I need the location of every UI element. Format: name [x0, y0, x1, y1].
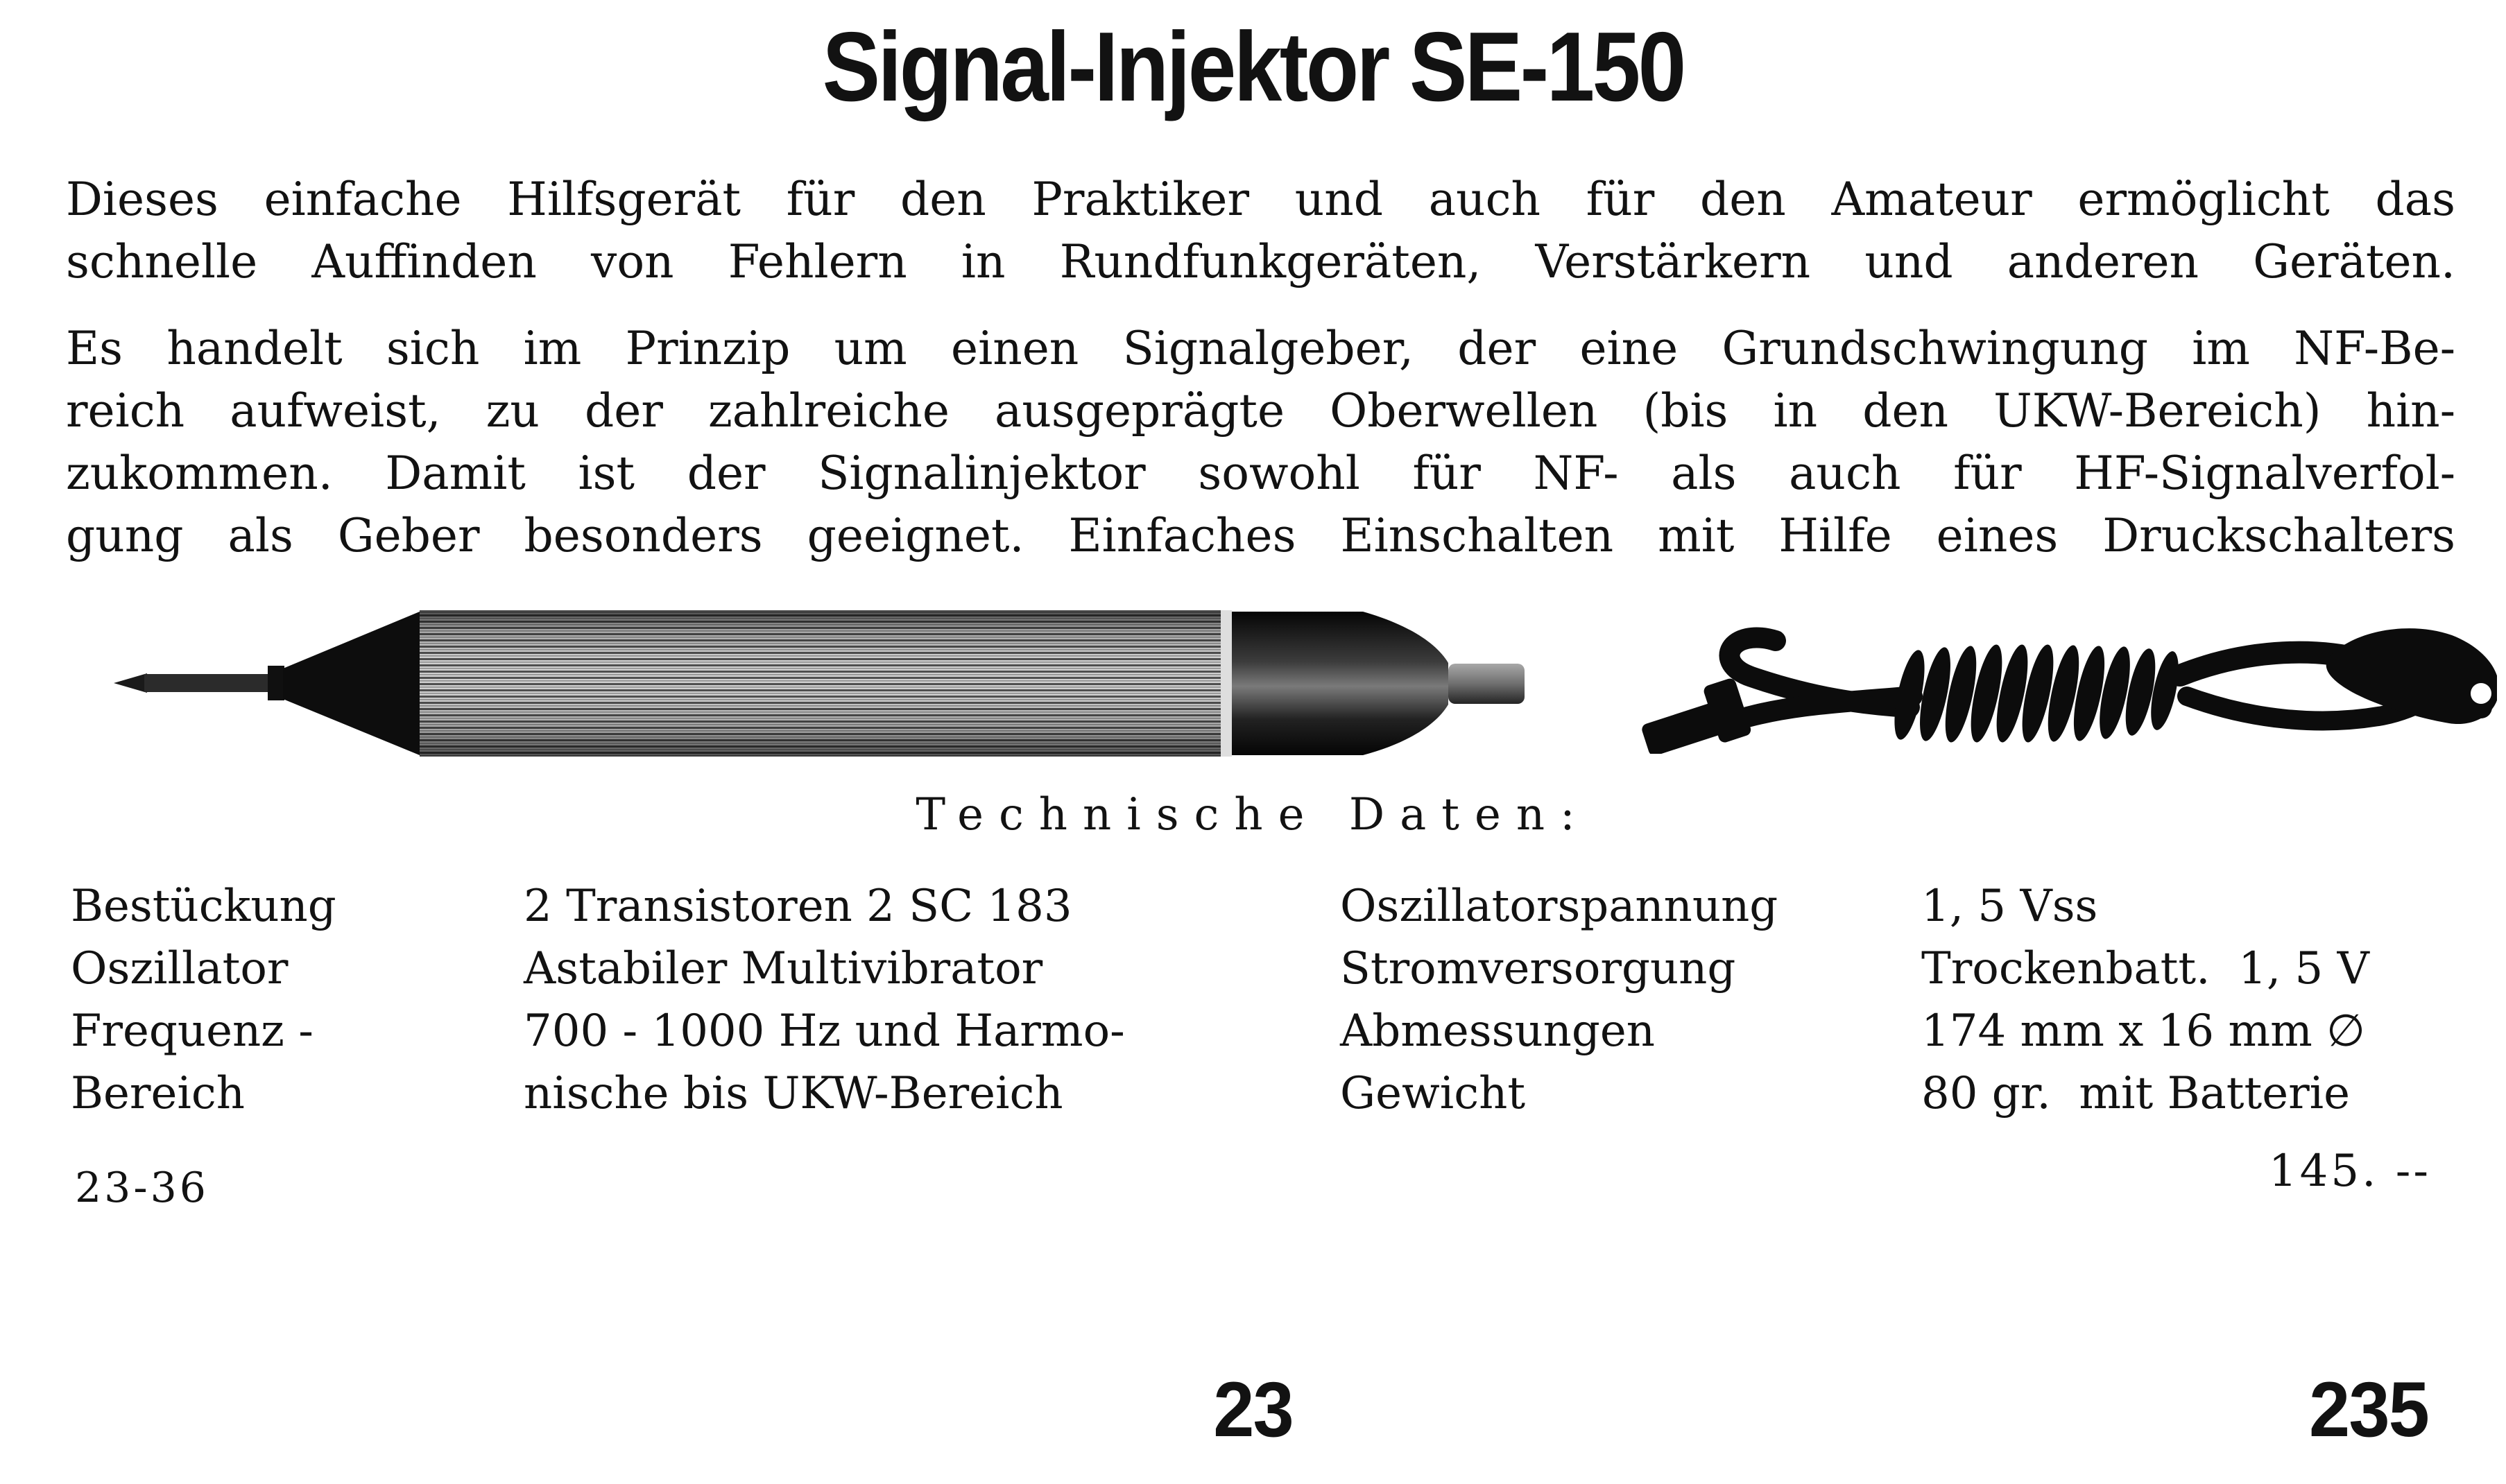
- description-paragraph: [66, 318, 2455, 567]
- spec-label: Bestückung: [71, 881, 336, 932]
- intro-line: schnelle Auffinden von Fehlern in Rundfunkgeräten, Verstärkern und anderen Geräten.: [66, 235, 2455, 288]
- spec-label: Abmessungen: [1340, 1006, 1655, 1057]
- alligator-clip: [2326, 628, 2497, 724]
- tech-data-heading: Technische Daten:: [916, 789, 1590, 840]
- spec-label: Frequenz -: [71, 1006, 314, 1057]
- intro-line: Dieses einfache Hilfsgerät für den Praktiker und auch für den Amateur ermöglicht das: [66, 173, 2455, 226]
- spec-label: Gewicht: [1340, 1068, 1526, 1119]
- spec-value: 700 - 1000 Hz und Harmo-: [524, 1006, 1125, 1057]
- specs-table-right: [1340, 875, 2369, 1125]
- page-number-center: 23: [1213, 1366, 1293, 1453]
- description-line: zukommen. Damit ist der Signalinjektor sowohl für NF- als auch für HF-Signalverfol-: [66, 447, 2455, 500]
- cable-coil: [1889, 642, 2184, 745]
- spec-value: 1, 5 Vss: [1921, 881, 2098, 932]
- spec-label: Oszillator: [71, 943, 289, 994]
- order-code: 23-36: [75, 1164, 209, 1212]
- pen-end-cap: [1232, 612, 1448, 755]
- pen-ribbed-body: [420, 610, 1221, 757]
- title-row: [0, 12, 2506, 122]
- spec-value: Astabiler Multivibrator: [524, 943, 1043, 994]
- signal-injector-pen-photo: [104, 602, 1533, 765]
- pen-push-button: [1448, 664, 1525, 704]
- spec-value: 80 gr. mit Batterie: [1921, 1068, 2350, 1119]
- spec-value: nische bis UKW-Bereich: [524, 1068, 1063, 1119]
- intro-paragraph: [66, 169, 2455, 293]
- spec-value: Trockenbatt. 1, 5 V: [1921, 943, 2369, 994]
- page-title: Signal-Injektor SE-150: [822, 12, 1684, 122]
- cable-plug: [1635, 677, 1752, 754]
- pen-ring: [1221, 610, 1232, 757]
- pen-needle-tip: [114, 666, 284, 700]
- description-line: gung als Geber besonders geeignet. Einfaches Einschalten mit Hilfe eines Druckschalters: [66, 509, 2455, 562]
- test-lead-clip-photo: [1633, 591, 2497, 754]
- spec-value: 174 mm x 16 mm ∅: [1921, 1006, 2365, 1057]
- pen-cone: [283, 612, 420, 755]
- price: 145. --: [2268, 1146, 2431, 1197]
- spec-label: Oszillatorspannung: [1340, 881, 1778, 932]
- spec-value: 2 Transistoren 2 SC 183: [524, 881, 1072, 932]
- description-line: reich aufweist, zu der zahlreiche ausgeprägte Oberwellen (bis in den UKW-Bereich) hin-: [66, 384, 2455, 438]
- specs-table-left: [71, 875, 1125, 1125]
- description-line: Es handelt sich im Prinzip um einen Signalgeber, der eine Grundschwingung im NF-Be-: [66, 322, 2455, 375]
- spec-label: Bereich: [71, 1068, 245, 1119]
- spec-label: Stromversorgung: [1340, 943, 1736, 994]
- page-number-right: 235: [2309, 1366, 2428, 1453]
